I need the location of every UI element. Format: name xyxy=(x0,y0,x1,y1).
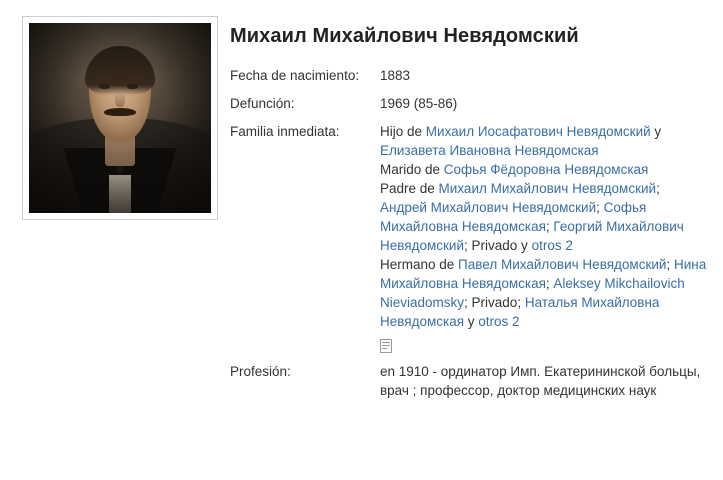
family-children-more-link[interactable]: otros 2 xyxy=(531,238,573,253)
sep-8: ; xyxy=(517,295,525,310)
profession-label: Profesión: xyxy=(230,364,291,379)
death-row xyxy=(230,94,708,122)
family-sibling-private: Privado xyxy=(471,295,518,310)
profession-row xyxy=(230,362,708,409)
family-link-sibling-2[interactable]: Нина Михайловна Невядомская xyxy=(380,257,707,291)
profession-value: en 1910 - ординатор Имп. Екатерининской больцы, врач ; профессор, доктор медицинских наук xyxy=(380,364,701,398)
family-label: Familia inmediata: xyxy=(230,124,340,139)
birth-label: Fecha de nacimiento: xyxy=(230,68,360,83)
sep-3: ; xyxy=(545,219,554,234)
family-son-conj: y xyxy=(650,124,662,139)
family-link-child-4[interactable]: Георгий Михайлович Невядомский xyxy=(380,219,684,253)
family-link-child-2[interactable]: Андрей Михайлович Невядомский xyxy=(380,200,597,215)
page-title: Михаил Михайлович Невядомский xyxy=(230,25,579,47)
portrait-frame xyxy=(22,16,218,220)
birth-row xyxy=(230,66,708,94)
death-label: Defunción: xyxy=(230,96,295,111)
sep-2: ; xyxy=(596,200,604,215)
family-father-prefix: Padre de xyxy=(380,181,439,196)
family-link-sibling-4[interactable]: Наталья Михайловна Невядомская xyxy=(380,295,660,329)
note-icon-line-3 xyxy=(382,348,387,349)
note-icon-line-1 xyxy=(382,342,390,343)
family-link-child-3[interactable]: Софья Михайловна Невядомская xyxy=(380,200,647,234)
family-child-private: Privado xyxy=(471,238,518,253)
family-row xyxy=(230,122,708,362)
family-link-father[interactable]: Михаил Иосафатович Невядомский xyxy=(425,124,651,139)
sep-4: ; xyxy=(464,238,472,253)
note-icon-line-2 xyxy=(382,345,390,346)
family-value xyxy=(380,122,708,362)
and-2: y xyxy=(464,314,479,329)
photo-vignette xyxy=(29,23,211,213)
and-1: y xyxy=(517,238,532,253)
portrait-photo xyxy=(29,23,211,213)
family-link-sibling-3[interactable]: Aleksey Mikchailovich Nieviadomsky xyxy=(380,276,685,310)
family-link-child-1[interactable]: Михаил Михайлович Невядомский xyxy=(438,181,657,196)
family-brother-prefix: Hermano de xyxy=(380,257,459,272)
family-son-prefix: Hijo de xyxy=(380,124,426,139)
birth-value: 1883 xyxy=(380,68,411,83)
death-value: 1969 (85-86) xyxy=(380,96,458,111)
profile-info xyxy=(230,24,708,409)
sep-5: ; xyxy=(666,257,674,272)
facts-table xyxy=(230,66,708,409)
sep-7: ; xyxy=(464,295,472,310)
family-link-mother[interactable]: Елизавета Ивановна Невядомская xyxy=(380,143,599,158)
family-link-wife[interactable]: Софья Фёдоровна Невядомская xyxy=(443,162,649,177)
sep-6: ; xyxy=(545,276,554,291)
document-note-icon[interactable] xyxy=(380,339,392,353)
sep-1: ; xyxy=(656,181,660,196)
family-siblings-more-link[interactable]: otros 2 xyxy=(478,314,520,329)
family-link-sibling-1[interactable]: Павел Михайлович Невядомский xyxy=(458,257,667,272)
family-husband-prefix: Marido de xyxy=(380,162,444,177)
